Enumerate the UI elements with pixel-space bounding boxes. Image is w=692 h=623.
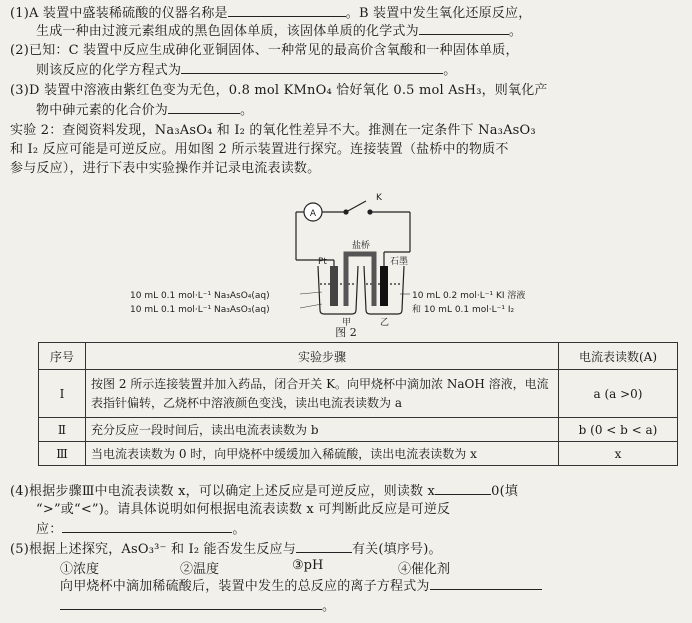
exp2-text-c: 参与反应），进行下表中实验操作并记录电流表读数。 [10,161,321,176]
q4-text-a-tail: 0(填 [491,484,519,499]
exp2-line2 [10,141,509,158]
exp2-text-b: 和 I₂ 反应可能是可逆反应。用如图 2 所示装置进行探究。连接装置（盐桥中的物质不 [10,142,509,157]
q2-line1 [10,42,519,59]
row-reading: a (a >0) [559,370,678,418]
answer-blank-q1-instrument[interactable] [228,4,346,17]
q1-text-b: 。B 装置中发生氧化还原反应， [345,6,532,21]
electrode-graphite [380,266,388,306]
answer-blank-q5-equation-a[interactable] [430,577,542,590]
q4-line2 [36,501,450,518]
switch-k-lever [346,201,366,212]
q5-option-temperature: ②温度 [180,562,220,577]
q1-end: 。 [508,24,523,39]
ammeter-label: A [309,209,317,219]
q4-text-a: (4)根据步骤Ⅲ中电流表读数 x，可以确定上述反应是可逆反应，则读数 x [10,484,436,499]
table-row [39,370,678,418]
row-reading: b (0 < b < a) [559,418,678,442]
q5-text-a-tail: 有关(填序号)。 [351,542,442,557]
q1-text-a: (1)A 装置中盛装稀硫酸的仪器名称是 [10,6,228,21]
q1-text-c: 生成一种由过渡元素组成的黑色固体单质，该固体单质的化学式为 [36,24,419,39]
row-step: 充分反应一段时间后，读出电流表读数为 b [86,418,559,442]
answer-blank-q4-explain[interactable] [62,520,232,533]
table-header-row [39,343,678,370]
q5-line2 [60,577,542,595]
q2-text-a: (2)已知：C 装置中反应生成砷化亚铜固体、一种常见的最高价含氧酸和一种固体单质， [10,43,519,58]
answer-blank-q1-formula[interactable] [419,22,509,35]
row-step: 当电流表读数为 0 时，向甲烧杯中缓缓加入稀硫酸，读出电流表读数为 x [86,442,559,466]
figure-caption: 图 2 [335,326,357,339]
q1-line1 [10,4,531,22]
salt-bridge-label: 盐桥 [352,241,371,251]
exp2-line1 [10,122,536,139]
row-no: Ⅲ [39,442,86,466]
beaker-right-label: 乙 [380,318,390,328]
header-step: 实验步骤 [86,343,559,370]
header-reading: 电流表读数(A) [559,343,678,370]
q4-text-b: “>”或“<”)。请具体说明如何根据电流表读数 x 可判断此反应是可逆反 [36,502,451,517]
q4-line3 [36,520,246,538]
q3-text-a: (3)D 装置中溶液由紫红色变为无色，0.8 mol KMnO₄ 恰好氧化 0.5 mol AsH₃，则氧化产 [10,83,548,98]
q4-end: 。 [232,522,246,537]
electrode-left-label: Pt [318,257,327,267]
q3-line2 [36,101,253,119]
row-step: 按图 2 所示连接装置并加入药品，闭合开关 K。向甲烧杯中滴加浓 NaOH 溶液，电流表指针偏转，乙烧杯中溶液颜色变浅，读出电流表读数为 a [86,370,559,418]
q3-end: 。 [240,103,254,118]
experiment-table [38,342,678,466]
answer-blank-q5-equation-b[interactable] [60,597,322,610]
row-no: Ⅱ [39,418,86,442]
q5-end: 。 [322,599,336,614]
q2-text-b: 则该反应的化学方程式为 [36,63,182,78]
q3-text-b: 物中砷元素的化合价为 [36,103,169,118]
right-solution-1: 10 mL 0.2 mol·L⁻¹ KI 溶液 [412,291,526,301]
q2-end: 。 [443,63,457,78]
q3-line1 [10,82,548,99]
row-reading: x [559,442,678,466]
header-no: 序号 [39,343,86,370]
figure-2-apparatus [0,188,692,338]
electrode-right-label: 石墨 [390,257,409,267]
exp2-line3 [10,160,320,177]
answer-blank-q3-valence[interactable] [168,101,240,114]
q5-line3 [60,597,335,615]
row-no: Ⅰ [39,370,86,418]
q5-text-a: (5)根据上述探究，AsO₃³⁻ 和 I₂ 能否发生反应与 [10,542,296,557]
q4-text-c: 应： [36,522,63,537]
electrode-pt [330,266,338,306]
table-row [39,442,678,466]
switch-label: K [376,193,382,203]
answer-blank-q5-factor[interactable] [296,540,352,553]
q5-option-ph: ③pH [292,558,324,573]
q5-option-concentration: ①浓度 [60,562,100,577]
table-row [39,418,678,442]
salt-bridge-tube [346,254,374,306]
q1-line2 [36,22,522,40]
exp2-text-a: 实验 2：查阅资料发现，Na₃AsO₄ 和 I₂ 的氧化性差异不大。推测在一定条件下 Na₃AsO₃ [10,123,536,138]
right-solution-2: 和 10 mL 0.1 mol·L⁻¹ I₂ [412,305,515,315]
left-solution-1: 10 mL 0.1 mol·L⁻¹ Na₃AsO₄(aq) [130,291,270,301]
beaker-left-label: 甲 [342,318,352,328]
answer-blank-q2-equation[interactable] [181,61,443,74]
q5-text-b: 向甲烧杯中滴加稀硫酸后，装置中发生的总反应的离子方程式为 [60,579,430,594]
q5-line1 [10,540,442,558]
q5-option-catalyst: ④催化剂 [398,562,451,577]
left-solution-2: 10 mL 0.1 mol·L⁻¹ Na₃AsO₃(aq) [130,305,270,315]
q4-line1 [10,482,518,500]
q2-line2 [36,61,456,79]
answer-blank-q4-compare[interactable] [435,482,491,495]
